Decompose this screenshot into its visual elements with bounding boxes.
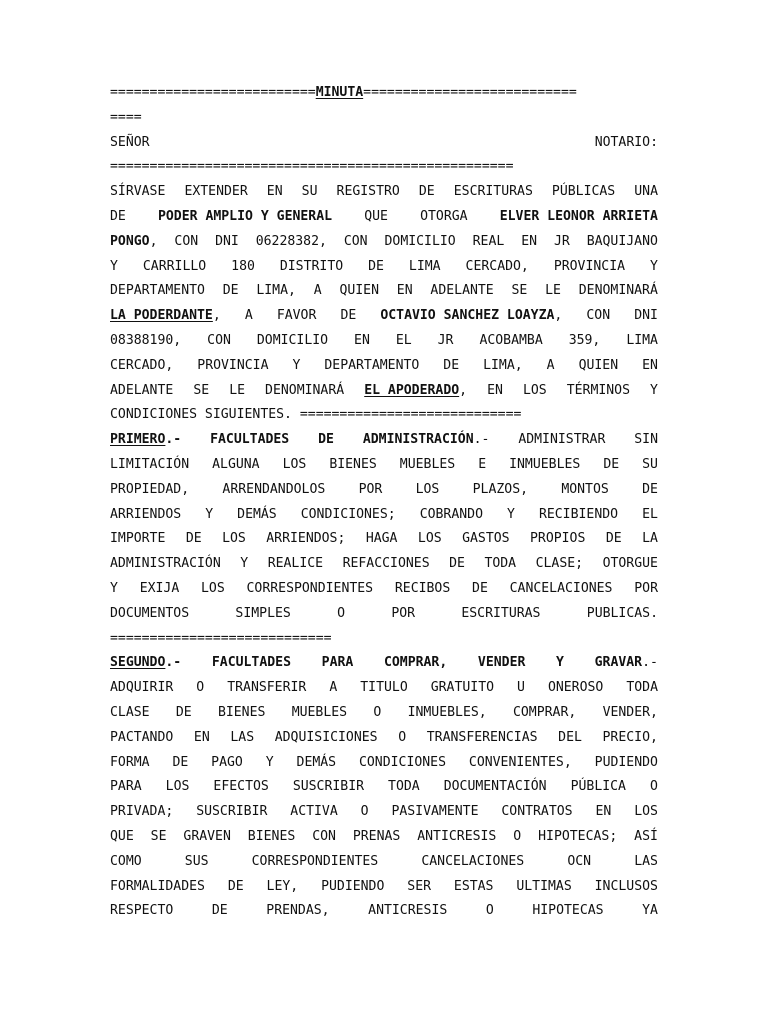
word: E	[478, 456, 487, 472]
word: DEPARTAMENTO	[110, 283, 205, 299]
word	[384, 651, 447, 676]
word: CON	[174, 233, 199, 249]
text-run: ====	[110, 109, 142, 125]
word: DOMICILIO	[384, 233, 456, 249]
word: PROPIEDAD,	[110, 481, 190, 497]
word: TRANSFERENCIAS	[426, 729, 538, 745]
word: GRATUITO	[430, 680, 495, 696]
word: PRENDAS,	[266, 903, 330, 919]
word	[363, 428, 490, 453]
word	[110, 304, 221, 329]
word: RESPECTO	[110, 903, 174, 919]
word: DNI	[215, 233, 239, 249]
word: CON	[312, 828, 336, 844]
text-line	[110, 180, 658, 205]
text-line	[110, 205, 658, 230]
word: O	[360, 804, 369, 820]
word	[500, 205, 658, 230]
word: PRIVADA;	[110, 804, 174, 820]
word: EL	[395, 332, 412, 348]
text-run: ,	[149, 233, 158, 249]
word: DOMICILIO	[256, 332, 329, 348]
word: DOCUMENTOS	[110, 605, 190, 621]
word: EN	[521, 233, 538, 249]
word: PASIVAMENTE	[391, 804, 479, 820]
bold-text: .-	[165, 432, 182, 448]
word: PÚBLICA	[570, 779, 626, 795]
word: PRECIO,	[602, 729, 658, 745]
word: Y	[110, 258, 118, 274]
word: EN	[642, 357, 658, 373]
text-line	[110, 230, 658, 255]
bold-text: MINUTA	[315, 85, 364, 100]
text-line	[110, 354, 658, 379]
text-run: ,	[554, 308, 563, 324]
word: CONDICIONES;	[300, 506, 396, 522]
text-line	[110, 751, 658, 776]
word: SU	[642, 456, 658, 472]
word: ESCRITURAS	[461, 605, 541, 621]
bold-text: FACULTADES	[210, 432, 290, 448]
text-line	[110, 726, 658, 751]
word: DE	[368, 258, 384, 274]
word: LAS	[634, 853, 658, 869]
word: CONVENIENTES,	[468, 754, 572, 770]
word: INMUEBLES,	[407, 704, 487, 720]
word: NOTARIO:	[594, 134, 658, 150]
word: DE	[110, 208, 126, 224]
word: PUDIENDO	[594, 754, 658, 770]
word: PLAZOS,	[472, 481, 529, 497]
word: LIMA,	[483, 357, 523, 373]
word: LOS	[634, 804, 658, 820]
text-run: .-	[642, 655, 658, 671]
text-line	[110, 131, 658, 156]
bold-text: ADMINISTRACIÓN	[362, 432, 474, 448]
word: U	[517, 680, 525, 696]
word: PUDIENDO	[321, 878, 385, 894]
word: DE	[605, 531, 622, 547]
word: EXTENDER	[184, 184, 248, 200]
word: MUEBLES	[399, 456, 456, 472]
text-run: ==========================	[110, 85, 316, 100]
word: CANCELACIONES	[421, 853, 525, 869]
word	[212, 651, 291, 676]
word: EXIJA	[139, 580, 180, 596]
word: DE	[642, 481, 658, 497]
word: SUSCRIBIR	[292, 779, 365, 795]
word: LOS	[165, 779, 190, 795]
word	[364, 379, 467, 404]
word: ASÍ	[634, 828, 658, 844]
word: FORMALIDADES	[110, 878, 205, 894]
text-line	[110, 428, 658, 453]
word: CERCADO,	[465, 258, 529, 274]
word: PRENAS	[352, 828, 401, 844]
word: CERCADO,	[110, 357, 174, 373]
word: DENOMINARÁ	[265, 382, 345, 398]
word: LAS	[230, 729, 255, 745]
text-line	[110, 602, 658, 627]
word: CARRILLO	[142, 258, 207, 274]
word: LE	[545, 283, 561, 299]
word: FORMA	[110, 754, 150, 770]
bold-text: ELVER LEONOR ARRIETA	[499, 208, 658, 224]
word: OCN	[567, 853, 592, 869]
word: DE	[222, 283, 239, 299]
text-line	[110, 651, 658, 676]
word: SU	[301, 184, 318, 200]
word: DEPARTAMENTO	[324, 357, 420, 373]
word: OTORGUE	[602, 556, 658, 572]
bold-text: DE	[318, 432, 334, 448]
word: LOS	[415, 481, 440, 497]
word: LA	[642, 531, 658, 547]
word: MUEBLES	[291, 704, 348, 720]
text-line	[110, 304, 658, 329]
word: DE	[472, 580, 488, 596]
word: CONTRATOS	[501, 804, 573, 820]
word: EN	[354, 332, 370, 348]
word: SÍRVASE	[110, 184, 166, 200]
text-run: ,	[459, 382, 468, 398]
word: REGISTRO	[336, 184, 400, 200]
word: EN	[487, 382, 503, 398]
word: ALGUNA	[212, 456, 260, 472]
word	[318, 428, 334, 453]
word: ARRIENDOS;	[266, 531, 346, 547]
word: GASTOS	[462, 531, 510, 547]
word	[158, 205, 332, 230]
bold-text: COMPRAR,	[383, 655, 448, 671]
text-run: CONDICIONES SIGUIENTES. ============================	[110, 407, 522, 423]
word: 06228382,	[255, 233, 327, 249]
text-line	[110, 403, 658, 428]
text-line	[110, 106, 658, 131]
word	[110, 428, 181, 453]
word: ADELANTE	[430, 283, 494, 299]
word: YA	[642, 903, 658, 919]
word: CONDICIONES	[358, 754, 447, 770]
text-line	[110, 279, 658, 304]
word: EFECTOS	[213, 779, 269, 795]
bold-text: PODER AMPLIO Y GENERAL	[157, 208, 333, 224]
word: BIENES	[247, 828, 296, 844]
bold-text: PRIMERO	[110, 432, 166, 448]
word: INMUEBLES	[509, 456, 581, 472]
word: LE	[229, 382, 246, 398]
text-line	[110, 503, 658, 528]
word: O	[513, 828, 522, 844]
word: PROVINCIA	[553, 258, 626, 274]
text-line	[110, 800, 658, 825]
word: LOS	[282, 456, 307, 472]
word: EN	[595, 804, 612, 820]
bold-text: Y	[556, 655, 564, 671]
word: CORRESPONDIENTES	[246, 580, 374, 596]
word: DNI	[634, 308, 658, 324]
word: CLASE;	[535, 556, 584, 572]
word: LIMITACIÓN	[110, 456, 190, 472]
word: HIPOTECAS;	[538, 828, 618, 844]
word: DEMÁS	[237, 506, 277, 522]
word: 359,	[568, 332, 601, 348]
word: SE	[511, 283, 528, 299]
word: ESTAS	[453, 878, 494, 894]
word: OTORGA	[420, 208, 468, 224]
bold-text: OCTAVIO SANCHEZ LOAYZA	[380, 308, 555, 324]
word: REALICE	[267, 556, 324, 572]
word: LOS	[522, 382, 547, 398]
word: EL	[642, 506, 658, 522]
word: ONEROSO	[547, 680, 604, 696]
word: TODA	[388, 779, 420, 795]
word: ADMINISTRAR	[518, 432, 606, 448]
word: PUBLICAS.	[586, 605, 658, 621]
word: JR	[553, 233, 570, 249]
bold-text: GRAVAR	[594, 655, 643, 671]
word: VENDER,	[602, 704, 658, 720]
word: Y	[240, 556, 249, 572]
text-line	[110, 899, 658, 924]
word: DEMÁS	[296, 754, 337, 770]
word: DE	[175, 704, 192, 720]
word: TODA	[626, 680, 658, 696]
word: A	[546, 357, 555, 373]
bold-text: LA PODERDANTE	[110, 308, 213, 324]
bold-text: FACULTADES	[211, 655, 291, 671]
word: FAVOR	[276, 308, 317, 324]
word: ADQUIRIR	[110, 680, 174, 696]
text-run: .-	[473, 432, 490, 448]
word: ANTICRESIS	[417, 828, 497, 844]
word: JR	[437, 332, 454, 348]
word: Y	[205, 506, 214, 522]
word: BIENES	[217, 704, 266, 720]
word: SE	[193, 382, 210, 398]
text-run: ===========================	[363, 85, 577, 100]
word: HAGA	[365, 531, 398, 547]
word: DE	[227, 878, 244, 894]
word: POR	[634, 580, 658, 596]
word: IMPORTE	[110, 531, 166, 547]
word: LEY,	[266, 878, 299, 894]
text-line	[110, 627, 658, 652]
word: CORRESPONDIENTES	[251, 853, 379, 869]
word: TRANSFERIR	[227, 680, 307, 696]
word: TODA	[484, 556, 517, 572]
word: A	[329, 680, 338, 696]
word: DE	[603, 456, 620, 472]
word: Y	[292, 357, 301, 373]
word: PROVINCIA	[197, 357, 269, 373]
text-line	[110, 875, 658, 900]
bold-text: .-	[165, 655, 182, 671]
word: ACOBAMBA	[479, 332, 543, 348]
word: 180	[231, 258, 255, 274]
bold-text: VENDER	[477, 655, 526, 671]
word: PACTANDO	[110, 729, 174, 745]
word: COMPRAR,	[512, 704, 577, 720]
word: QUE	[110, 828, 134, 844]
bold-text: PONGO	[110, 233, 150, 249]
word: 08388190,	[110, 332, 182, 348]
word: SIMPLES	[235, 605, 291, 621]
word: ARRIENDOS	[110, 506, 182, 522]
word: ADELANTE	[110, 382, 174, 398]
word	[478, 651, 525, 676]
word	[380, 304, 562, 329]
word: Y	[110, 580, 118, 596]
word: QUE	[364, 208, 388, 224]
word: EN	[193, 729, 210, 745]
word: O	[337, 605, 346, 621]
text-line	[110, 850, 658, 875]
text-line	[110, 552, 658, 577]
word: DENOMINARÁ	[578, 283, 658, 299]
word	[110, 651, 181, 676]
word: RECIBOS	[394, 580, 451, 596]
text-line	[110, 255, 658, 280]
word: DEL	[558, 729, 582, 745]
word: A	[244, 308, 253, 324]
word: SE	[150, 828, 167, 844]
text-line	[110, 329, 658, 354]
word: QUIEN	[578, 357, 619, 373]
word: INCLUSOS	[594, 878, 658, 894]
word	[595, 651, 658, 676]
word: LIMA	[626, 332, 658, 348]
word: ARRENDANDOLOS	[222, 481, 326, 497]
text-line	[110, 775, 658, 800]
text-line	[110, 527, 658, 552]
word: CANCELACIONES	[509, 580, 613, 596]
text-line	[110, 825, 658, 850]
word: PÚBLICAS	[551, 184, 616, 200]
word	[110, 230, 157, 255]
word: RECIBIENDO	[538, 506, 619, 522]
word: QUIEN	[339, 283, 379, 299]
word: GRAVEN	[183, 828, 231, 844]
word: CON	[586, 308, 611, 324]
word: SIN	[634, 432, 658, 448]
text-line	[110, 478, 658, 503]
word: LOS	[222, 531, 246, 547]
word: ANTICRESIS	[368, 903, 448, 919]
word: SUS	[184, 853, 209, 869]
word: COMO	[110, 853, 142, 869]
text-line	[110, 453, 658, 478]
word: EN	[396, 283, 413, 299]
text-line	[110, 155, 658, 180]
word: UNA	[634, 184, 658, 200]
word: LOS	[417, 531, 442, 547]
word: Y	[507, 506, 515, 522]
word: POR	[358, 481, 383, 497]
word: SUSCRIBIR	[196, 804, 268, 820]
word: DE	[172, 754, 189, 770]
word: EN	[266, 184, 283, 200]
word: SEÑOR	[110, 134, 150, 150]
word: LIMA	[408, 258, 441, 274]
word: TÉRMINOS	[566, 382, 631, 398]
minuta-text	[110, 81, 658, 924]
text-line	[110, 577, 658, 602]
word: ADMINISTRACIÓN	[110, 556, 221, 572]
word: DE	[340, 308, 357, 324]
word: PROPIOS	[530, 531, 586, 547]
word: DISTRITO	[279, 258, 344, 274]
word	[556, 651, 564, 676]
word: PAGO	[211, 754, 243, 770]
word: O	[398, 729, 407, 745]
word: REAL	[472, 233, 505, 249]
word: ULTIMAS	[516, 878, 572, 894]
text-run: ,	[212, 308, 221, 324]
bold-text: SEGUNDO	[110, 655, 166, 671]
word: DE	[211, 903, 228, 919]
word: Y	[650, 382, 658, 398]
bold-text: EL APODERADO	[364, 382, 460, 398]
word: ACTIVA	[290, 804, 338, 820]
word: LOS	[201, 580, 225, 596]
text-line	[110, 701, 658, 726]
word: DE	[185, 531, 202, 547]
word: DE	[449, 556, 465, 572]
word: ESCRITURAS	[453, 184, 533, 200]
text-line	[110, 379, 658, 404]
word: DE	[418, 184, 435, 200]
word: Y	[649, 258, 658, 274]
word: COBRANDO	[419, 506, 483, 522]
word: O	[485, 903, 494, 919]
word: CLASE	[110, 704, 150, 720]
word: MONTOS	[561, 481, 609, 497]
bold-text: PARA	[321, 655, 354, 671]
word: REFACCIONES	[342, 556, 430, 572]
word: DE	[443, 357, 460, 373]
text-line	[110, 676, 658, 701]
text-run: ===================================================	[110, 159, 514, 175]
word: LIMA,	[256, 283, 296, 299]
word: SER	[407, 878, 432, 894]
word: PARA	[110, 779, 142, 795]
word: BAQUIJANO	[586, 233, 658, 249]
word	[322, 651, 354, 676]
word: POR	[391, 605, 416, 621]
word: CON	[207, 332, 231, 348]
word: HIPOTECAS	[532, 903, 604, 919]
text-run: ============================	[110, 630, 332, 646]
word	[210, 428, 289, 453]
word: A	[313, 283, 322, 299]
word: CON	[343, 233, 368, 249]
word: DOCUMENTACIÓN	[443, 779, 547, 795]
word: O	[650, 779, 658, 795]
text-line	[110, 81, 658, 106]
word: ADQUISICIONES	[274, 729, 378, 745]
word: Y	[265, 754, 274, 770]
word: TITULO	[360, 680, 408, 696]
word: O	[196, 680, 205, 696]
word: BIENES	[329, 456, 377, 472]
word: O	[373, 704, 382, 720]
